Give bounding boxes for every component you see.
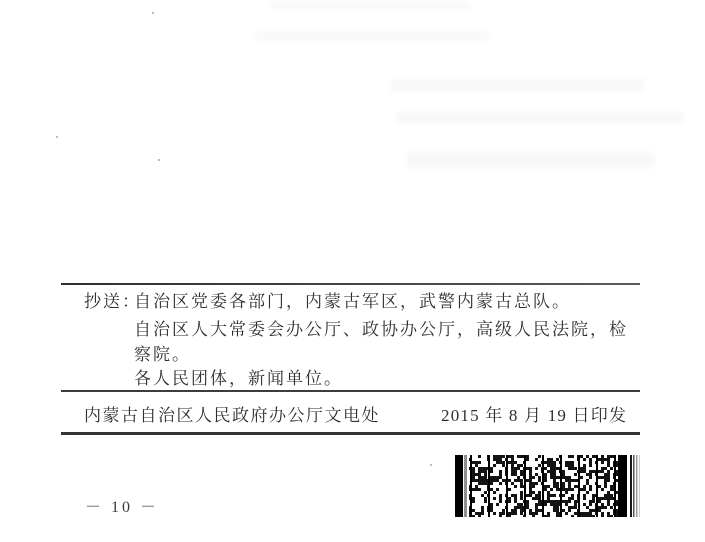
scan-speck: [158, 159, 160, 161]
issuing-office: 内蒙古自治区人民政府办公厅文电处: [84, 406, 380, 425]
divider-line-bottom: [61, 432, 640, 435]
scan-bleed-through: [390, 78, 645, 92]
cc-line: 自治区党委各部门，内蒙古军区，武警内蒙古总队。: [134, 292, 571, 311]
page-number: － 10 －: [85, 499, 160, 516]
divider-line-middle: [61, 390, 640, 392]
cc-line: 察院。: [134, 345, 191, 364]
print-date: 2015 年 8 月 19 日印发: [441, 406, 628, 425]
cc-line: 各人民团体，新闻单位。: [134, 369, 343, 388]
scan-bleed-through: [255, 30, 490, 41]
scan-bleed-through: [405, 152, 655, 168]
cc-label: 抄送：: [84, 292, 141, 311]
scan-bleed-through: [395, 112, 685, 124]
scan-speck: [430, 464, 432, 466]
cc-line: 自治区人大常委会办公厅、政协办公厅，高级人民法院，检: [134, 320, 628, 339]
scan-speck: [152, 12, 154, 14]
divider-line-top: [61, 283, 640, 285]
pdf417-barcode-graphic: [455, 455, 640, 517]
scan-bleed-through: [270, 2, 470, 10]
scan-speck: [56, 136, 58, 138]
pdf417-barcode: [455, 455, 640, 517]
